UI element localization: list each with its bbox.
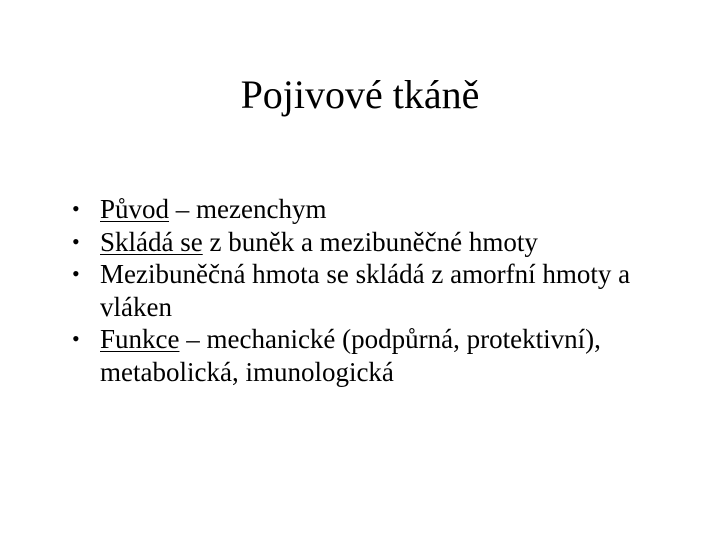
- slide-title: Pojivové tkáně: [240, 72, 480, 117]
- bullet-text: – mechanické (podpůrná, protektivní), metabolická, imunologická: [100, 324, 601, 387]
- bullet-item-composition: [72, 226, 672, 259]
- bullet-icon: •: [72, 228, 80, 254]
- bullet-item-origin: [72, 193, 672, 226]
- bullet-icon: •: [72, 196, 80, 221]
- bullet-keyword: Funkce: [100, 324, 180, 354]
- bullet-icon: •: [72, 261, 80, 286]
- bullet-item-matrix: [72, 258, 672, 323]
- bullet-icon: •: [72, 326, 80, 351]
- bullet-item-function: [72, 323, 672, 388]
- bullet-text: Mezibuněčná hmota se skládá z amorfní hmoty a vláken: [100, 259, 631, 322]
- bullet-keyword: Původ: [100, 194, 170, 224]
- bullet-list: [72, 193, 672, 388]
- bullet-keyword: Skládá se: [100, 226, 203, 257]
- bullet-text: z buněk a mezibuněčné hmoty: [202, 226, 538, 257]
- bullet-text: – mezenchym: [169, 194, 327, 224]
